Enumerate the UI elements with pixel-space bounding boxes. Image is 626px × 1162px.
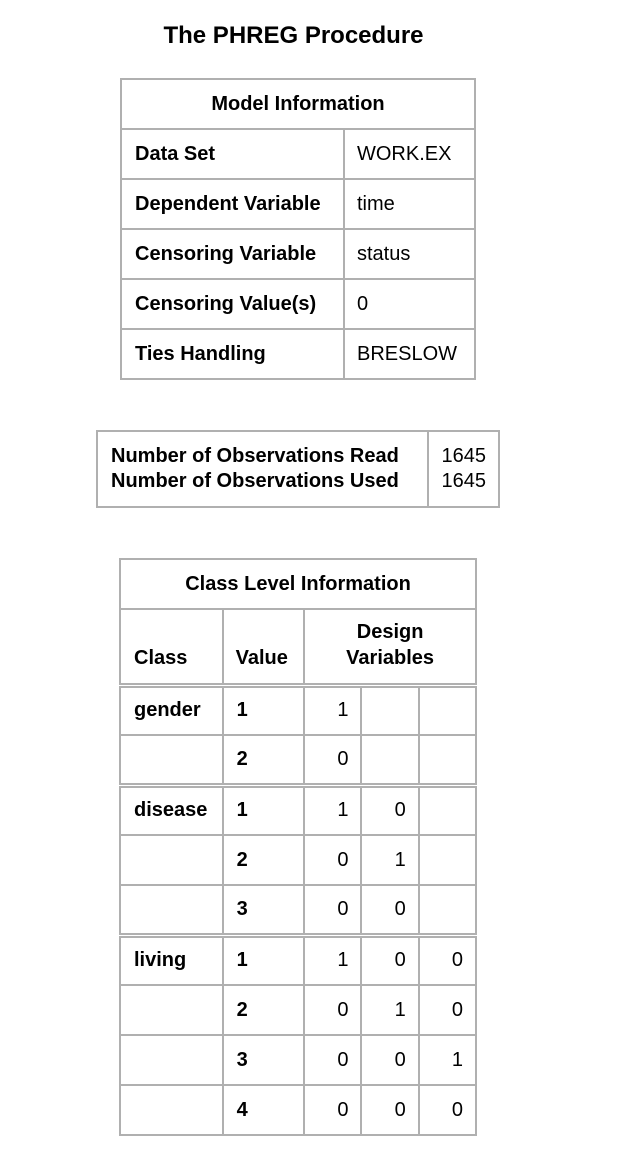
design-cell: 0 bbox=[419, 1085, 476, 1135]
model-info-row bbox=[121, 329, 475, 379]
design-cell bbox=[419, 735, 476, 785]
class-value: 1 bbox=[223, 935, 305, 985]
table-row bbox=[120, 1085, 476, 1135]
class-value: 1 bbox=[223, 685, 305, 735]
class-name-disease: disease bbox=[120, 785, 223, 835]
design-cell: 0 bbox=[361, 1035, 418, 1085]
design-cell: 0 bbox=[304, 1085, 361, 1135]
class-value: 2 bbox=[223, 985, 305, 1035]
design-cell: 0 bbox=[304, 885, 361, 935]
class-level-information-table bbox=[119, 558, 477, 1136]
class-level-header-row bbox=[120, 609, 476, 685]
class-name-empty bbox=[120, 985, 223, 1035]
design-cell: 1 bbox=[419, 1035, 476, 1085]
class-value: 3 bbox=[223, 1035, 305, 1085]
class-name-empty bbox=[120, 1085, 223, 1135]
observations-row bbox=[97, 431, 499, 507]
observations-labels bbox=[97, 431, 428, 507]
design-cell bbox=[419, 785, 476, 835]
model-info-row bbox=[121, 279, 475, 329]
design-cell: 0 bbox=[361, 935, 418, 985]
table-row bbox=[120, 735, 476, 785]
data-set-value: WORK.EX bbox=[344, 129, 475, 179]
class-level-caption: Class Level Information bbox=[120, 559, 476, 609]
class-value: 1 bbox=[223, 785, 305, 835]
design-cell bbox=[361, 685, 418, 735]
censoring-values-value: 0 bbox=[344, 279, 475, 329]
procedure-title: The PHREG Procedure bbox=[163, 22, 424, 49]
design-cell: 1 bbox=[361, 985, 418, 1035]
design-cell: 0 bbox=[304, 985, 361, 1035]
design-cell: 0 bbox=[361, 885, 418, 935]
model-info-row bbox=[121, 229, 475, 279]
design-cell: 1 bbox=[304, 935, 361, 985]
class-name-empty bbox=[120, 835, 223, 885]
class-value: 3 bbox=[223, 885, 305, 935]
observations-used-label: Number of Observations Used bbox=[111, 470, 399, 492]
design-cell: 0 bbox=[304, 1035, 361, 1085]
class-value: 2 bbox=[223, 835, 305, 885]
observations-used-value: 1645 bbox=[441, 470, 486, 492]
design-cell: 0 bbox=[304, 835, 361, 885]
table-row bbox=[120, 885, 476, 935]
design-header-line1: Design bbox=[356, 620, 424, 643]
ties-handling-label: Ties Handling bbox=[121, 329, 344, 379]
model-information-caption: Model Information bbox=[121, 79, 475, 129]
design-cell: 0 bbox=[419, 935, 476, 985]
class-value: 2 bbox=[223, 735, 305, 785]
observations-values bbox=[428, 431, 499, 507]
model-info-row bbox=[121, 179, 475, 229]
design-cell: 0 bbox=[419, 985, 476, 1035]
class-header: Class bbox=[120, 609, 223, 685]
class-level-caption-row bbox=[120, 559, 476, 609]
table-row bbox=[120, 985, 476, 1035]
class-name-empty bbox=[120, 1035, 223, 1085]
class-name-living: living bbox=[120, 935, 223, 985]
observations-read-label: Number of Observations Read bbox=[111, 445, 399, 467]
class-name-empty bbox=[120, 735, 223, 785]
design-cell: 0 bbox=[361, 1085, 418, 1135]
table-row bbox=[120, 835, 476, 885]
model-info-row bbox=[121, 129, 475, 179]
censoring-variable-value: status bbox=[344, 229, 475, 279]
class-name-empty bbox=[120, 885, 223, 935]
design-cell: 1 bbox=[361, 835, 418, 885]
model-information-table bbox=[120, 78, 476, 380]
ties-handling-value: BRESLOW bbox=[344, 329, 475, 379]
observations-table bbox=[96, 430, 500, 508]
value-header: Value bbox=[223, 609, 305, 685]
design-cell bbox=[361, 735, 418, 785]
design-header-line2: Variables bbox=[346, 646, 435, 669]
table-row bbox=[120, 785, 476, 835]
design-cell: 0 bbox=[304, 735, 361, 785]
design-cell bbox=[419, 685, 476, 735]
design-cell bbox=[419, 885, 476, 935]
dependent-variable-label: Dependent Variable bbox=[121, 179, 344, 229]
design-cell bbox=[419, 835, 476, 885]
observations-read-value: 1645 bbox=[441, 445, 486, 467]
data-set-label: Data Set bbox=[121, 129, 344, 179]
design-cell: 1 bbox=[304, 785, 361, 835]
design-cell: 0 bbox=[361, 785, 418, 835]
class-name-gender: gender bbox=[120, 685, 223, 735]
table-row bbox=[120, 685, 476, 735]
design-variables-header bbox=[304, 609, 476, 685]
dependent-variable-value: time bbox=[344, 179, 475, 229]
censoring-values-label: Censoring Value(s) bbox=[121, 279, 344, 329]
design-cell: 1 bbox=[304, 685, 361, 735]
table-row bbox=[120, 1035, 476, 1085]
class-value: 4 bbox=[223, 1085, 305, 1135]
model-information-caption-row bbox=[121, 79, 475, 129]
table-row bbox=[120, 935, 476, 985]
censoring-variable-label: Censoring Variable bbox=[121, 229, 344, 279]
